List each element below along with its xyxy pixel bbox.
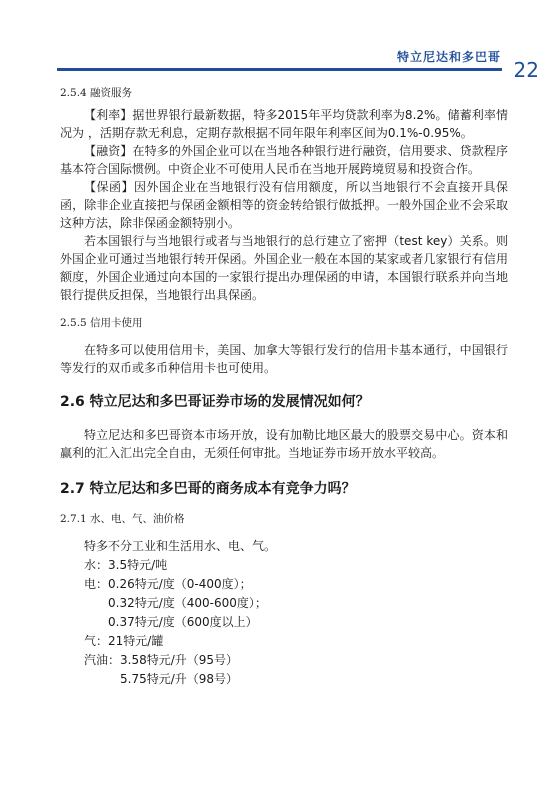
- heading-2-7: 2.7 特立尼达和多巴哥的商务成本有竞争力吗？: [60, 481, 356, 497]
- heading-2-7-1: 2.7.1 水、电、气、油价格: [60, 513, 185, 525]
- page-content: [60, 86, 508, 689]
- utility-price-list: [60, 537, 508, 689]
- electricity-price-1: 电：0.26特元/度（0-400度）；: [84, 577, 252, 591]
- paragraph-financing: 【融资】在特多的外国企业可以在当地各种银行进行融资，信用要求、贷款程序基本符合国际惯例。中资企业不可使用人民币在当地开展跨境贸易和投资合作。: [60, 144, 508, 176]
- electricity-price-3: 0.37特元/度（600度以上）: [108, 615, 258, 629]
- paragraph-securities-market: 特立尼达和多巴哥资本市场开放，设有加勒比地区最大的股票交易中心。资本和赢利的汇入汇出完全自由，无须任何审批。当地证券市场开放水平较高。: [60, 428, 508, 460]
- paragraph-test-key: 若本国银行与当地银行或者与当地银行的总行建立了密押（test key）关系。则外国企业可通过当地银行转开保函。外国企业一般在本国的某家或者几家银行有信用额度，外国企业通过向本国的一家银行提出办理保函的申请，本国银行联系并向当地银行提供反担保，当地银行出具保函。: [60, 234, 508, 302]
- paragraph-interest-rate: 【利率】据世界银行最新数据，特多2015年平均贷款利率为8.2%。储蓄利率情况为 ，活期存款无利息，定期存款根据不同年限年利率区间为0.1%-0.95%。: [60, 108, 508, 140]
- water-price: 水：3.5特元/吨: [84, 558, 168, 572]
- gas-price: 气：21特元/罐: [84, 634, 164, 648]
- header-title: 特立尼达和多巴哥: [396, 50, 501, 64]
- petrol-price-1: 汽油：3.58特元/升（95号）: [84, 653, 239, 667]
- paragraph-credit-card: 在特多可以使用信用卡，美国、加拿大等银行发行的信用卡基本通行，中国银行等发行的双币或多币种信用卡也可使用。: [60, 343, 508, 375]
- utility-intro: 特多不分工业和生活用水、电、气。: [84, 539, 277, 553]
- heading-2-5-4: 2.5.4 融资服务: [60, 87, 133, 99]
- petrol-price-2: 5.75特元/升（98号）: [120, 672, 239, 686]
- heading-2-5-5: 2.5.5 信用卡使用: [60, 317, 143, 329]
- page-number: 22: [513, 58, 539, 82]
- header-rule: [57, 68, 502, 71]
- electricity-price-2: 0.32特元/度（400-600度）；: [108, 596, 267, 610]
- paragraph-guarantee: 【保函】因外国企业在当地银行没有信用额度，所以当地银行不会直接开具保函，除非企业直接把与保函金额相等的资金转给银行做抵押。一般外国企业不会采取这种方法，除非保函金额特别小。: [60, 180, 508, 230]
- heading-2-6: 2.6 特立尼达和多巴哥证券市场的发展情况如何？: [60, 394, 370, 410]
